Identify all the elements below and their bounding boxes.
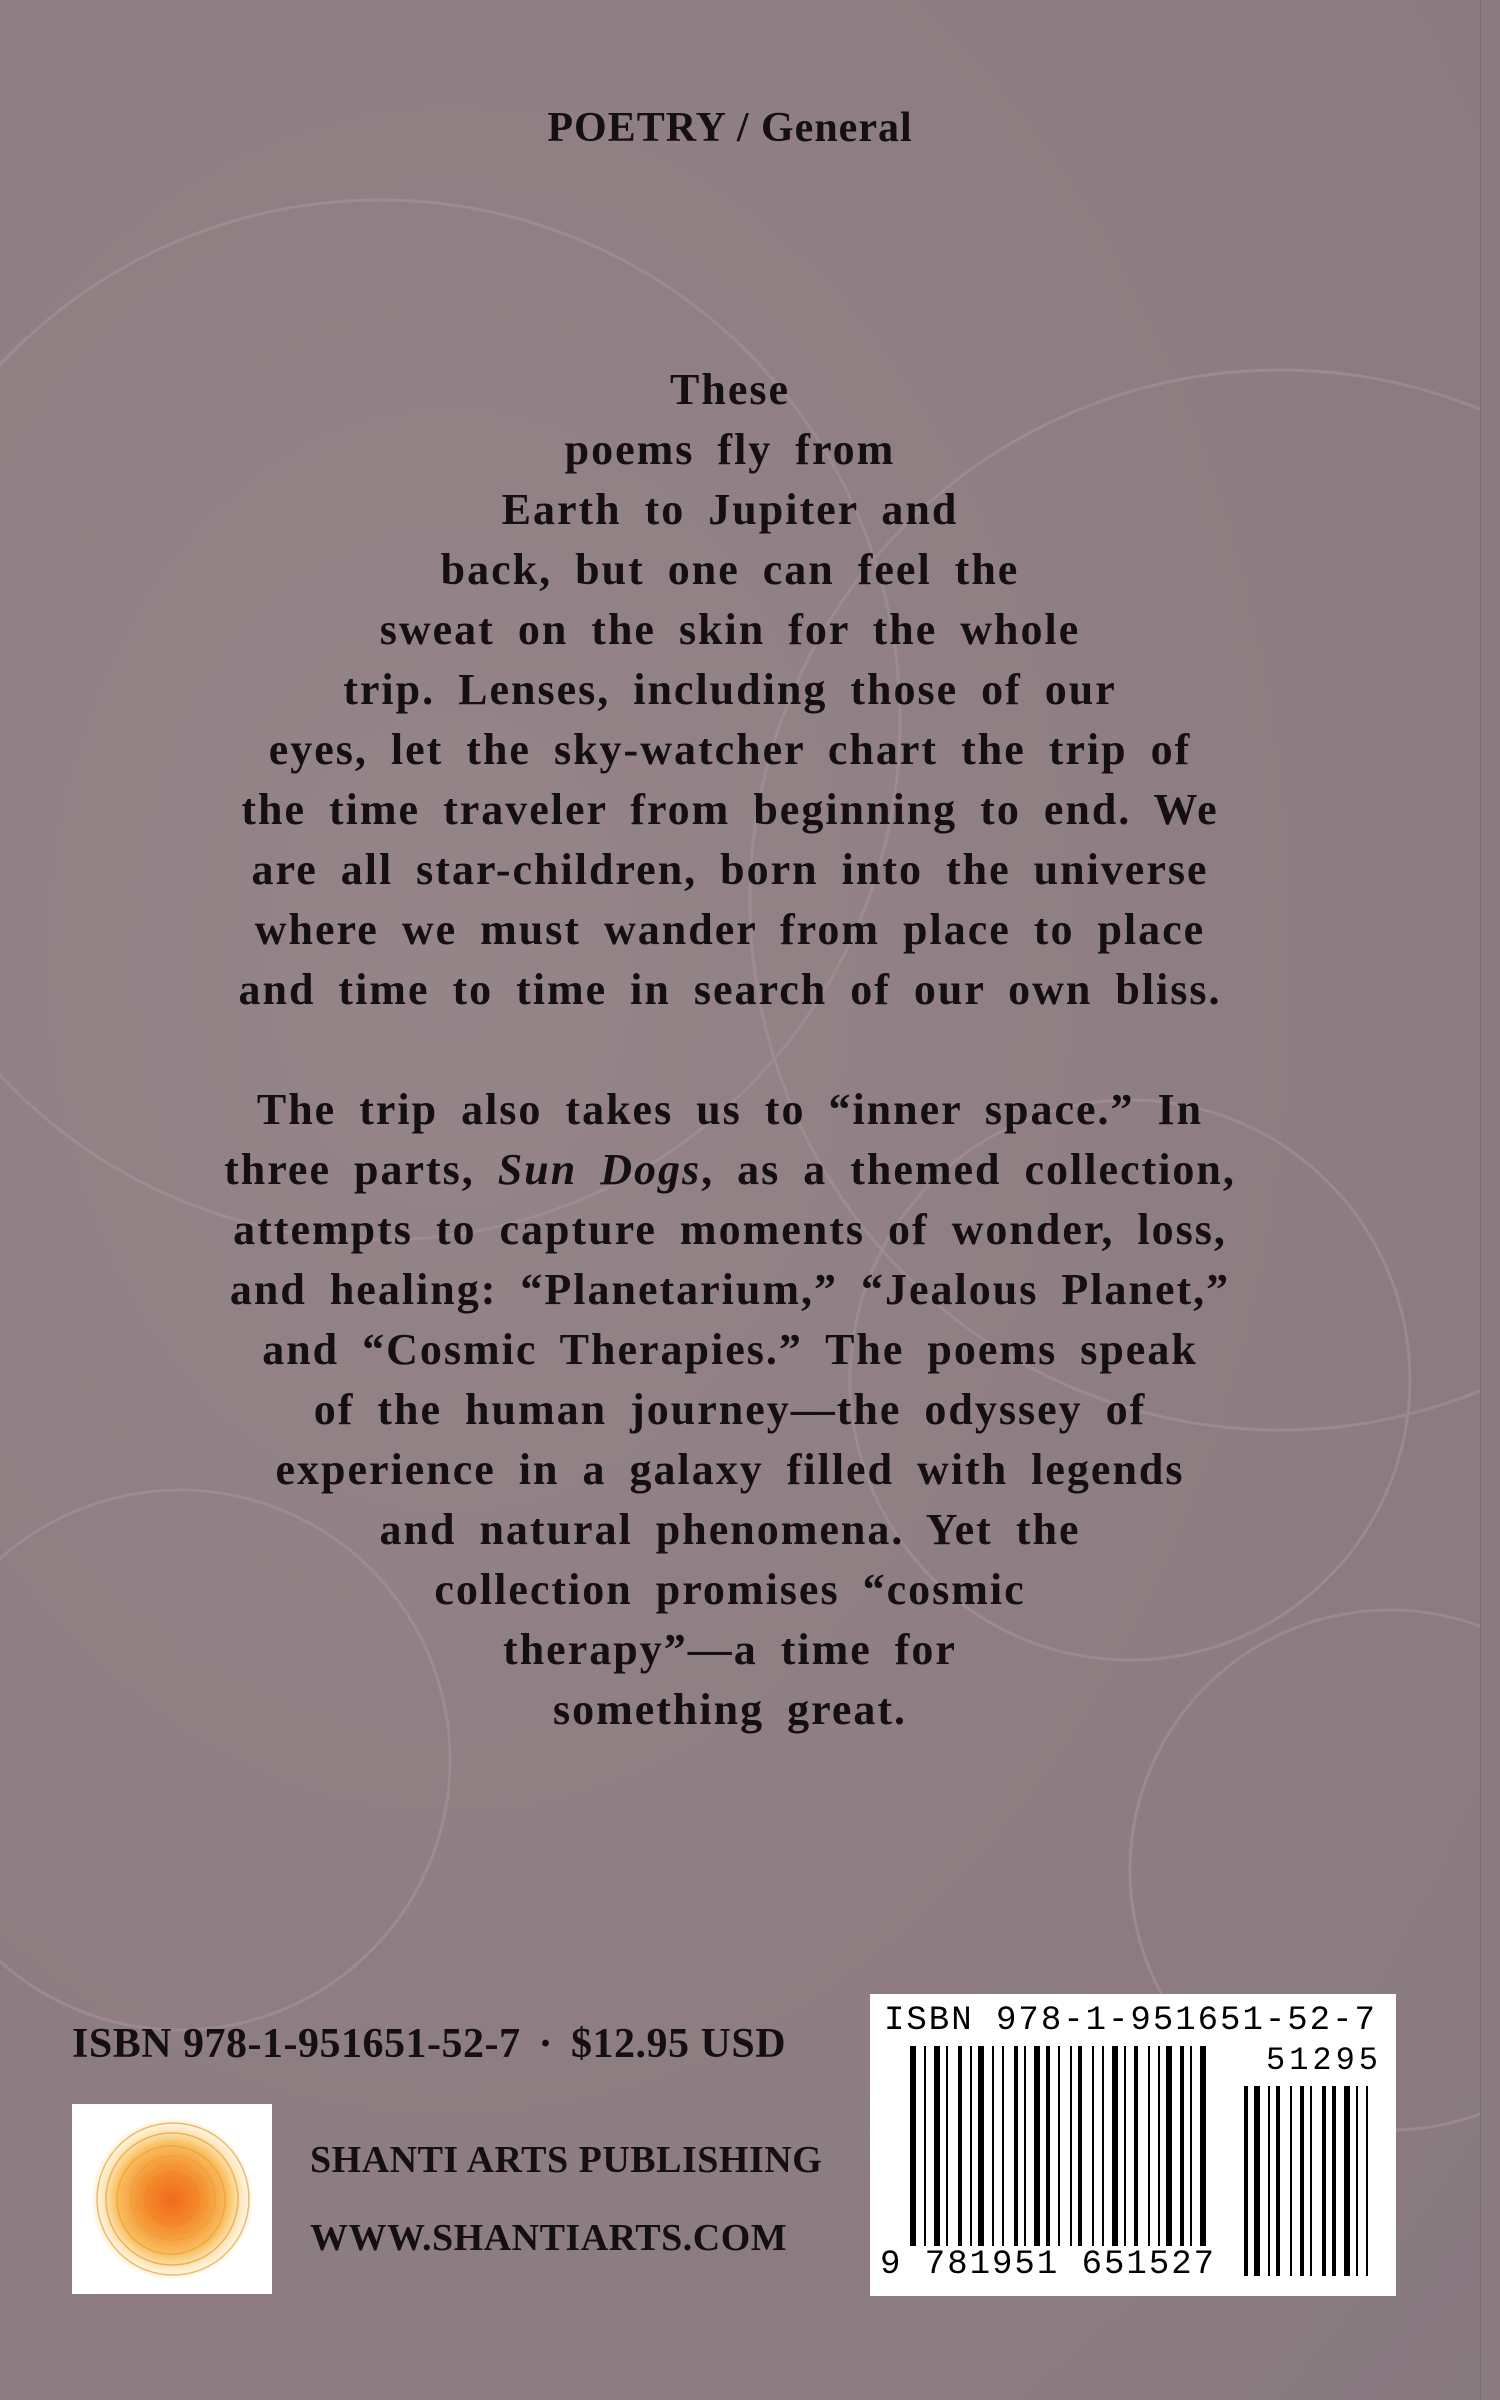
barcode-addon-bar [1366, 2086, 1368, 2276]
barcode-addon-bar [1356, 2086, 1358, 2276]
blurb-line: and time to time in search of our own bliss. [238, 965, 1222, 1014]
blurb-line: the time traveler from beginning to end. We [241, 785, 1219, 834]
barcode-addon-bar [1344, 2086, 1350, 2276]
blurb-line: eyes, let the sky-watcher chart the trip of [268, 725, 1192, 774]
separator-dot: · [538, 2021, 554, 2067]
barcode-bar [1148, 2046, 1150, 2246]
barcode-addon-bar [1268, 2086, 1270, 2276]
barcode-bar [1070, 2046, 1072, 2246]
barcode-bar [946, 2046, 948, 2246]
blurb-fragment: , as a themed collection, [701, 1145, 1236, 1194]
blurb-line: something great. [552, 1685, 908, 1734]
barcode-bar [970, 2046, 972, 2246]
price-text: $12.95 USD [571, 2021, 787, 2067]
barcode-bar [1034, 2046, 1040, 2246]
barcode-addon-bar [1244, 2086, 1248, 2276]
barcode-bar [958, 2046, 962, 2246]
blurb-line: trip. Lenses, including those of our [343, 665, 1117, 714]
publisher-name: SHANTI ARTS PUBLISHING [310, 2139, 823, 2181]
barcode-addon-bar [1310, 2086, 1312, 2276]
category-label: POETRY / General [547, 105, 913, 151]
barcode-bar [978, 2046, 984, 2246]
barcode-bar [934, 2046, 940, 2246]
blurb-line: and healing: “Planetarium,” “Jealous Planet,” [229, 1265, 1231, 1314]
barcode-bar [910, 2046, 916, 2246]
publisher-logo [72, 2104, 272, 2294]
barcode-bar [924, 2046, 926, 2246]
blurb-line [120, 1140, 1340, 1200]
spine-edge [1480, 0, 1500, 2400]
blurb-line: collection promises “cosmic [434, 1565, 1026, 1614]
barcode-bar [1158, 2046, 1160, 2246]
barcode-addon-bar [1276, 2086, 1280, 2276]
barcode-bar [1092, 2046, 1094, 2246]
barcode-bar [1190, 2046, 1192, 2246]
isbn-barcode [870, 1994, 1396, 2296]
isbn-text: ISBN 978-1-951651-52-7 [72, 2021, 521, 2067]
blurb-line: of the human journey—the odyssey of [313, 1385, 1147, 1434]
barcode-bar [1200, 2046, 1206, 2246]
isbn-price-line [72, 2020, 872, 2068]
barcode-bar [1124, 2046, 1126, 2246]
blurb-line: Earth to Jupiter and [501, 485, 959, 534]
barcode-bar [1058, 2046, 1060, 2246]
barcode-digits: 9 781951 651527 [880, 2246, 1217, 2284]
barcode-addon-bar [1254, 2086, 1260, 2276]
blurb-line: experience in a galaxy filled with legends [275, 1445, 1185, 1494]
sun-burst-logo-icon [87, 2114, 257, 2284]
publisher-website: WWW.SHANTIARTS.COM [310, 2217, 788, 2259]
blurb-line: are all star-children, born into the universe [251, 845, 1209, 894]
blurb-line: These [670, 365, 790, 414]
barcode-addon-bar [1300, 2086, 1304, 2276]
blurb-line: poems fly from [564, 425, 896, 474]
barcode-bar [1102, 2046, 1104, 2246]
barcode-bar [1014, 2046, 1018, 2246]
blurb-line: where we must wander from place to place [254, 905, 1206, 954]
barcode-bar [1112, 2046, 1118, 2246]
barcode-bar [1134, 2046, 1138, 2246]
barcode-bar [1002, 2046, 1004, 2246]
barcode-bar [1166, 2046, 1172, 2246]
book-title-italic: Sun Dogs [497, 1145, 702, 1194]
blurb-fragment: three parts, [224, 1145, 498, 1194]
barcode-addon-bar [1332, 2086, 1336, 2276]
blurb-line: and natural phenomena. Yet the [379, 1505, 1081, 1554]
barcode-isbn-text: ISBN 978-1-951651-52-7 [884, 2002, 1377, 2040]
blurb-line: and “Cosmic Therapies.” The poems speak [262, 1325, 1198, 1374]
barcode-addon-bar [1322, 2086, 1326, 2276]
blurb-line: The trip also takes us to “inner space.” In [256, 1085, 1204, 1134]
blurb-line: sweat on the skin for the whole [379, 605, 1081, 654]
barcode-bar [992, 2046, 994, 2246]
barcode-bar [1024, 2046, 1026, 2246]
barcode-bar [1078, 2046, 1082, 2246]
barcode-price-code: 51295 [1265, 2042, 1382, 2079]
barcode-bar [1180, 2046, 1184, 2246]
blurb-line: back, but one can feel the [440, 545, 1020, 594]
barcode-bar [1046, 2046, 1050, 2246]
blurb-text [120, 360, 1340, 1740]
blurb-line: attempts to capture moments of wonder, loss, [233, 1205, 1227, 1254]
barcode-addon-bar [1290, 2086, 1292, 2276]
blurb-line: therapy”—a time for [503, 1625, 957, 1674]
